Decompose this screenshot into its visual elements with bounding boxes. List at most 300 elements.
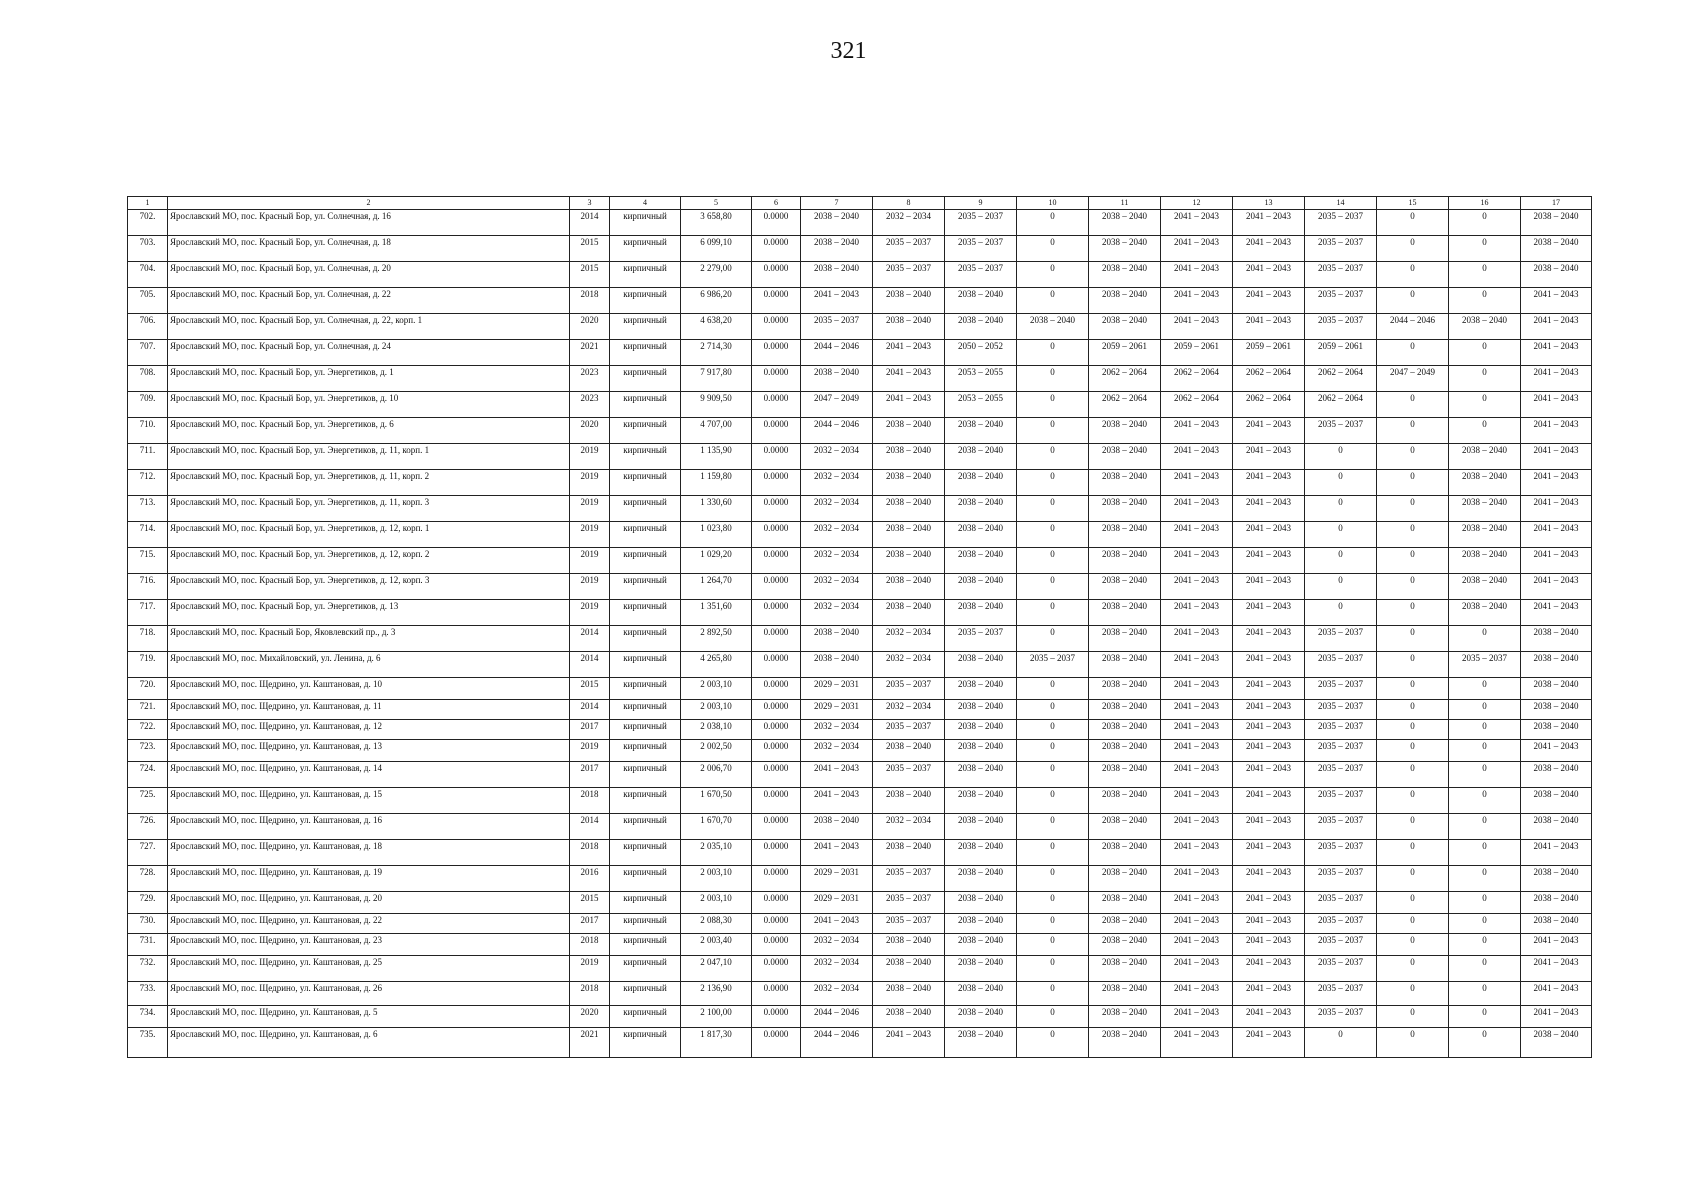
table-cell: 2038 – 2040 — [1089, 548, 1161, 574]
table-cell: 0.0000 — [752, 288, 801, 314]
table-cell: 0 — [1377, 210, 1449, 236]
table-cell: 0 — [1017, 840, 1089, 866]
table-cell: 2021 — [570, 1028, 610, 1058]
table-cell: 2038 – 2040 — [873, 574, 945, 600]
table-cell: кирпичный — [610, 814, 681, 840]
table-cell: 2038 – 2040 — [801, 236, 873, 262]
table-cell: 2029 – 2031 — [801, 866, 873, 892]
table-cell: 2032 – 2034 — [873, 700, 945, 720]
table-cell: 2038 – 2040 — [1089, 678, 1161, 700]
table-cell: 2041 – 2043 — [1521, 600, 1592, 626]
table-cell: 2014 — [570, 626, 610, 652]
table-cell: 0 — [1449, 934, 1521, 956]
table-cell: 0 — [1377, 652, 1449, 678]
table-cell: 2038 – 2040 — [945, 574, 1017, 600]
table-cell: 2038 – 2040 — [1521, 720, 1592, 740]
table-cell: 2038 – 2040 — [1089, 700, 1161, 720]
table-cell: 0.0000 — [752, 210, 801, 236]
table-cell: 0 — [1449, 288, 1521, 314]
row-number-cell: 723. — [128, 740, 168, 762]
address-cell: Ярославский МО, пос. Красный Бор, ул. Солнечная, д. 22, корп. 1 — [168, 314, 570, 340]
table-cell: 2041 – 2043 — [1161, 470, 1233, 496]
table-cell: 2062 – 2064 — [1233, 392, 1305, 418]
table-cell: 0 — [1017, 418, 1089, 444]
table-cell: 0 — [1017, 444, 1089, 470]
table-cell: 2038 – 2040 — [801, 210, 873, 236]
table-cell: 0 — [1305, 600, 1377, 626]
table-cell: 2041 – 2043 — [1233, 914, 1305, 934]
table-cell: 2041 – 2043 — [1161, 866, 1233, 892]
table-cell: 0.0000 — [752, 700, 801, 720]
table-cell: 0 — [1377, 236, 1449, 262]
address-cell: Ярославский МО, пос. Красный Бор, ул. Энергетиков, д. 1 — [168, 366, 570, 392]
table-cell: 2032 – 2034 — [801, 574, 873, 600]
table-cell: 2062 – 2064 — [1161, 366, 1233, 392]
table-cell: 0 — [1449, 720, 1521, 740]
table-cell: 2038 – 2040 — [1449, 496, 1521, 522]
table-cell: 2038 – 2040 — [1449, 314, 1521, 340]
table-cell: 1 670,50 — [681, 788, 752, 814]
table-cell: 2041 – 2043 — [1233, 548, 1305, 574]
row-number-cell: 713. — [128, 496, 168, 522]
address-cell: Ярославский МО, пос. Красный Бор, ул. Энергетиков, д. 11, корп. 3 — [168, 496, 570, 522]
column-header: 14 — [1305, 197, 1377, 210]
table-cell: 2 038,10 — [681, 720, 752, 740]
table-cell: 2062 – 2064 — [1161, 392, 1233, 418]
table-cell: 2038 – 2040 — [945, 548, 1017, 574]
row-number-cell: 735. — [128, 1028, 168, 1058]
table-cell: 2032 – 2034 — [873, 652, 945, 678]
column-header: 1 — [128, 197, 168, 210]
table-cell: 2062 – 2064 — [1089, 392, 1161, 418]
table-cell: 2035 – 2037 — [1305, 914, 1377, 934]
table-cell: 0 — [1017, 340, 1089, 366]
table-cell: 2035 – 2037 — [945, 626, 1017, 652]
table-cell: 0 — [1017, 762, 1089, 788]
address-cell: Ярославский МО, пос. Красный Бор, ул. Энергетиков, д. 11, корп. 1 — [168, 444, 570, 470]
table-cell: 2038 – 2040 — [945, 866, 1017, 892]
table-cell: 2041 – 2043 — [1161, 444, 1233, 470]
table-row — [128, 600, 1592, 626]
table-cell: 2038 – 2040 — [1089, 956, 1161, 982]
address-cell: Ярославский МО, пос. Щедрино, ул. Каштановая, д. 5 — [168, 1006, 570, 1028]
table-cell: 2038 – 2040 — [1521, 678, 1592, 700]
table-cell: кирпичный — [610, 866, 681, 892]
table-cell: 2041 – 2043 — [1161, 314, 1233, 340]
table-cell: кирпичный — [610, 982, 681, 1006]
table-cell: 2014 — [570, 700, 610, 720]
row-number-cell: 711. — [128, 444, 168, 470]
table-cell: 2035 – 2037 — [801, 314, 873, 340]
table-cell: 0 — [1017, 956, 1089, 982]
table-row — [128, 892, 1592, 914]
table-cell: 2038 – 2040 — [1089, 1028, 1161, 1058]
table-cell: 2041 – 2043 — [1161, 496, 1233, 522]
table-cell: 2041 – 2043 — [1233, 762, 1305, 788]
table-cell: 2038 – 2040 — [1089, 1006, 1161, 1028]
table-cell: 2032 – 2034 — [801, 522, 873, 548]
table-cell: 2017 — [570, 762, 610, 788]
table-cell: 0 — [1017, 740, 1089, 762]
table-row — [128, 340, 1592, 366]
table-cell: 0.0000 — [752, 626, 801, 652]
table-cell: 0.0000 — [752, 934, 801, 956]
table-cell: 0 — [1449, 626, 1521, 652]
table-cell: 2038 – 2040 — [1089, 914, 1161, 934]
table-cell: 2041 – 2043 — [873, 366, 945, 392]
table-cell: 2041 – 2043 — [1233, 210, 1305, 236]
table-cell: 0.0000 — [752, 866, 801, 892]
table-cell: 2038 – 2040 — [1017, 314, 1089, 340]
table-cell: кирпичный — [610, 210, 681, 236]
table-cell: 2041 – 2043 — [1233, 700, 1305, 720]
table-cell: 2035 – 2037 — [1305, 262, 1377, 288]
row-number-cell: 707. — [128, 340, 168, 366]
table-cell: 2 006,70 — [681, 762, 752, 788]
table-cell: 2038 – 2040 — [945, 982, 1017, 1006]
table-cell: 0 — [1017, 288, 1089, 314]
table-cell: 2023 — [570, 366, 610, 392]
table-cell: 2041 – 2043 — [1521, 444, 1592, 470]
table-cell: 2 088,30 — [681, 914, 752, 934]
table-cell: 2038 – 2040 — [1521, 652, 1592, 678]
table-cell: 0 — [1017, 392, 1089, 418]
table-cell: 0.0000 — [752, 814, 801, 840]
table-cell: 2035 – 2037 — [1305, 866, 1377, 892]
column-header: 11 — [1089, 197, 1161, 210]
table-cell: 0 — [1449, 1028, 1521, 1058]
table-cell: 2062 – 2064 — [1305, 392, 1377, 418]
column-header: 10 — [1017, 197, 1089, 210]
table-cell: 2038 – 2040 — [945, 814, 1017, 840]
table-cell: 0 — [1017, 210, 1089, 236]
table-row — [128, 982, 1592, 1006]
table-cell: 0 — [1449, 892, 1521, 914]
table-cell: 2041 – 2043 — [1161, 600, 1233, 626]
table-row — [128, 574, 1592, 600]
table-cell: 2041 – 2043 — [1233, 262, 1305, 288]
address-cell: Ярославский МО, пос. Щедрино, ул. Каштановая, д. 16 — [168, 814, 570, 840]
table-cell: 2038 – 2040 — [1521, 210, 1592, 236]
table-cell: кирпичный — [610, 574, 681, 600]
table-cell: 0 — [1377, 470, 1449, 496]
table-row — [128, 392, 1592, 418]
table-cell: 2038 – 2040 — [1521, 788, 1592, 814]
table-cell: 2032 – 2034 — [801, 982, 873, 1006]
table-row — [128, 288, 1592, 314]
table-cell: 2041 – 2043 — [1233, 934, 1305, 956]
table-cell: 2020 — [570, 418, 610, 444]
table-cell: 0.0000 — [752, 720, 801, 740]
table-cell: 2035 – 2037 — [873, 262, 945, 288]
table-cell: кирпичный — [610, 522, 681, 548]
table-cell: 2020 — [570, 1006, 610, 1028]
table-cell: 6 986,20 — [681, 288, 752, 314]
table-cell: 0.0000 — [752, 392, 801, 418]
table-cell: 2032 – 2034 — [801, 444, 873, 470]
table-cell: 0 — [1377, 1028, 1449, 1058]
table-row — [128, 418, 1592, 444]
table-cell: 2032 – 2034 — [801, 470, 873, 496]
table-cell: 2041 – 2043 — [1161, 814, 1233, 840]
table-cell: 0 — [1449, 982, 1521, 1006]
table-cell: кирпичный — [610, 496, 681, 522]
address-cell: Ярославский МО, пос. Щедрино, ул. Каштановая, д. 26 — [168, 982, 570, 1006]
table-cell: 2038 – 2040 — [1521, 762, 1592, 788]
table-cell: 2059 – 2061 — [1161, 340, 1233, 366]
table-cell: 2041 – 2043 — [873, 1028, 945, 1058]
address-cell: Ярославский МО, пос. Щедрино, ул. Каштановая, д. 14 — [168, 762, 570, 788]
table-cell: 2041 – 2043 — [801, 762, 873, 788]
table-cell: 2041 – 2043 — [1161, 236, 1233, 262]
table-cell: 2035 – 2037 — [1017, 652, 1089, 678]
column-header: 12 — [1161, 197, 1233, 210]
address-cell: Ярославский МО, пос. Щедрино, ул. Каштановая, д. 25 — [168, 956, 570, 982]
table-cell: 2041 – 2043 — [1233, 626, 1305, 652]
table-cell: 0.0000 — [752, 678, 801, 700]
table-cell: 2038 – 2040 — [1089, 762, 1161, 788]
address-cell: Ярославский МО, пос. Красный Бор, Яковлевский пр., д. 3 — [168, 626, 570, 652]
table-cell: 0 — [1377, 678, 1449, 700]
table-cell: 2015 — [570, 236, 610, 262]
table-cell: 2017 — [570, 914, 610, 934]
table-cell: 2041 – 2043 — [1233, 470, 1305, 496]
table-row — [128, 314, 1592, 340]
table-cell: 2038 – 2040 — [945, 522, 1017, 548]
table-cell: 2041 – 2043 — [801, 288, 873, 314]
address-cell: Ярославский МО, пос. Красный Бор, ул. Солнечная, д. 16 — [168, 210, 570, 236]
table-cell: 2059 – 2061 — [1305, 340, 1377, 366]
table-cell: 0 — [1017, 574, 1089, 600]
address-cell: Ярославский МО, пос. Щедрино, ул. Каштановая, д. 11 — [168, 700, 570, 720]
table-cell: 2032 – 2034 — [801, 740, 873, 762]
table-cell: кирпичный — [610, 720, 681, 740]
row-number-cell: 708. — [128, 366, 168, 392]
table-cell: 2038 – 2040 — [873, 444, 945, 470]
table-cell: кирпичный — [610, 600, 681, 626]
table-cell: 2035 – 2037 — [945, 210, 1017, 236]
table-cell: кирпичный — [610, 548, 681, 574]
table-cell: 2032 – 2034 — [873, 626, 945, 652]
table-cell: 2041 – 2043 — [1233, 314, 1305, 340]
table-cell: 0.0000 — [752, 522, 801, 548]
table-row — [128, 496, 1592, 522]
table-cell: 0 — [1449, 210, 1521, 236]
table-cell: 2038 – 2040 — [945, 934, 1017, 956]
housing-repair-schedule-table — [127, 196, 1592, 1058]
column-header: 13 — [1233, 197, 1305, 210]
table-cell: 2021 — [570, 340, 610, 366]
column-header: 5 — [681, 197, 752, 210]
table-cell: 2 003,10 — [681, 700, 752, 720]
table-cell: 2019 — [570, 600, 610, 626]
table-cell: 2041 – 2043 — [1233, 522, 1305, 548]
table-row — [128, 700, 1592, 720]
table-cell: 2041 – 2043 — [1521, 548, 1592, 574]
table-cell: 2041 – 2043 — [1521, 470, 1592, 496]
table-cell: 2035 – 2037 — [945, 236, 1017, 262]
table-cell: 2038 – 2040 — [945, 762, 1017, 788]
table-cell: 2032 – 2034 — [801, 600, 873, 626]
table-cell: 2 003,10 — [681, 892, 752, 914]
table-cell: 2038 – 2040 — [1449, 522, 1521, 548]
table-cell: 2035 – 2037 — [1449, 652, 1521, 678]
address-cell: Ярославский МО, пос. Красный Бор, ул. Энергетиков, д. 11, корп. 2 — [168, 470, 570, 496]
table-cell: 2019 — [570, 574, 610, 600]
table-cell: 0.0000 — [752, 548, 801, 574]
address-cell: Ярославский МО, пос. Щедрино, ул. Каштановая, д. 13 — [168, 740, 570, 762]
table-cell: 2041 – 2043 — [1521, 982, 1592, 1006]
table-cell: 0 — [1377, 762, 1449, 788]
table-cell: 2015 — [570, 892, 610, 914]
table-cell: 1 330,60 — [681, 496, 752, 522]
table-cell: 2041 – 2043 — [873, 340, 945, 366]
table-cell: 2041 – 2043 — [1161, 574, 1233, 600]
table-cell: кирпичный — [610, 262, 681, 288]
table-cell: 2038 – 2040 — [1089, 288, 1161, 314]
table-cell: 2041 – 2043 — [1161, 548, 1233, 574]
table-cell: 0.0000 — [752, 236, 801, 262]
table-row — [128, 1028, 1592, 1058]
table-cell: 2018 — [570, 288, 610, 314]
table-cell: 2038 – 2040 — [1089, 600, 1161, 626]
table-cell: 2035 – 2037 — [1305, 840, 1377, 866]
table-cell: 2038 – 2040 — [873, 288, 945, 314]
table-cell: 2015 — [570, 262, 610, 288]
table-cell: 0 — [1449, 914, 1521, 934]
table-cell: 2 003,40 — [681, 934, 752, 956]
table-cell: 2041 – 2043 — [1233, 814, 1305, 840]
table-cell: 2041 – 2043 — [801, 914, 873, 934]
table-cell: 2041 – 2043 — [1233, 652, 1305, 678]
table-cell: 0 — [1449, 956, 1521, 982]
table-cell: кирпичный — [610, 626, 681, 652]
table-cell: 2038 – 2040 — [1089, 740, 1161, 762]
table-cell: 0 — [1449, 366, 1521, 392]
table-cell: 2038 – 2040 — [1449, 444, 1521, 470]
table-cell: 2062 – 2064 — [1233, 366, 1305, 392]
table-cell: 0 — [1017, 236, 1089, 262]
table-cell: 0 — [1017, 470, 1089, 496]
table-cell: 2038 – 2040 — [801, 626, 873, 652]
page-number: 321 — [830, 38, 867, 64]
address-cell: Ярославский МО, пос. Красный Бор, ул. Энергетиков, д. 10 — [168, 392, 570, 418]
table-row — [128, 262, 1592, 288]
table-cell: 2041 – 2043 — [1233, 496, 1305, 522]
address-cell: Ярославский МО, пос. Красный Бор, ул. Солнечная, д. 20 — [168, 262, 570, 288]
address-cell: Ярославский МО, пос. Красный Бор, ул. Энергетиков, д. 13 — [168, 600, 570, 626]
table-cell: 2019 — [570, 496, 610, 522]
table-cell: 2041 – 2043 — [1521, 418, 1592, 444]
table-cell: 2035 – 2037 — [1305, 236, 1377, 262]
table-cell: 2041 – 2043 — [1233, 720, 1305, 740]
table-cell: 0 — [1377, 444, 1449, 470]
table-cell: 2035 – 2037 — [873, 236, 945, 262]
table-row — [128, 652, 1592, 678]
table-cell: 2041 – 2043 — [1161, 1006, 1233, 1028]
table-cell: 2014 — [570, 210, 610, 236]
table-cell: 2035 – 2037 — [945, 262, 1017, 288]
table-cell: 0 — [1377, 892, 1449, 914]
table-cell: 2018 — [570, 982, 610, 1006]
table-row — [128, 866, 1592, 892]
table-cell: 2041 – 2043 — [873, 392, 945, 418]
row-number-cell: 719. — [128, 652, 168, 678]
table-cell: 2041 – 2043 — [1521, 314, 1592, 340]
table-cell: 2041 – 2043 — [1233, 600, 1305, 626]
table-cell: 0 — [1449, 788, 1521, 814]
table-cell: 2038 – 2040 — [873, 934, 945, 956]
table-cell: 2050 – 2052 — [945, 340, 1017, 366]
address-cell: Ярославский МО, пос. Красный Бор, ул. Солнечная, д. 22 — [168, 288, 570, 314]
table-cell: 2044 – 2046 — [801, 340, 873, 366]
table-cell: 0.0000 — [752, 840, 801, 866]
table-row — [128, 678, 1592, 700]
table-cell: 2 047,10 — [681, 956, 752, 982]
table-cell: 2035 – 2037 — [1305, 788, 1377, 814]
table-row — [128, 444, 1592, 470]
table-cell: 2019 — [570, 470, 610, 496]
table-cell: 2038 – 2040 — [945, 720, 1017, 740]
table-cell: 2038 – 2040 — [1449, 548, 1521, 574]
row-number-cell: 728. — [128, 866, 168, 892]
table-cell: 2041 – 2043 — [1521, 340, 1592, 366]
table-cell: 0 — [1017, 1006, 1089, 1028]
table-cell: 2038 – 2040 — [801, 366, 873, 392]
table-cell: 2044 – 2046 — [1377, 314, 1449, 340]
table-cell: 2015 — [570, 678, 610, 700]
table-cell: 2041 – 2043 — [1233, 418, 1305, 444]
table-cell: 2038 – 2040 — [1449, 574, 1521, 600]
table-cell: 2038 – 2040 — [1521, 914, 1592, 934]
table-cell: 0.0000 — [752, 600, 801, 626]
table-cell: 0 — [1449, 740, 1521, 762]
table-cell: 2 002,50 — [681, 740, 752, 762]
table-cell: 2035 – 2037 — [873, 866, 945, 892]
table-cell: 0 — [1449, 1006, 1521, 1028]
table-cell: 2041 – 2043 — [1161, 288, 1233, 314]
table-cell: 2041 – 2043 — [1521, 956, 1592, 982]
table-row — [128, 934, 1592, 956]
table-cell: 2038 – 2040 — [945, 892, 1017, 914]
table-cell: 0 — [1377, 866, 1449, 892]
table-cell: 2038 – 2040 — [1089, 314, 1161, 340]
table-cell: 2014 — [570, 814, 610, 840]
table-cell: 1 023,80 — [681, 522, 752, 548]
table-cell: 0.0000 — [752, 574, 801, 600]
address-cell: Ярославский МО, пос. Щедрино, ул. Каштановая, д. 18 — [168, 840, 570, 866]
table-cell: 2053 – 2055 — [945, 392, 1017, 418]
table-cell: 2038 – 2040 — [945, 496, 1017, 522]
table-cell: 2041 – 2043 — [801, 788, 873, 814]
table-cell: 0 — [1305, 574, 1377, 600]
table-cell: 0 — [1017, 700, 1089, 720]
table-row — [128, 720, 1592, 740]
table-cell: 2018 — [570, 840, 610, 866]
table-cell: 2038 – 2040 — [945, 740, 1017, 762]
table-cell: 2020 — [570, 314, 610, 340]
table-cell: 0.0000 — [752, 762, 801, 788]
table-cell: 2038 – 2040 — [1089, 934, 1161, 956]
table-cell: 2038 – 2040 — [945, 678, 1017, 700]
column-header: 15 — [1377, 197, 1449, 210]
table-cell: 2038 – 2040 — [1521, 626, 1592, 652]
table-cell: 2041 – 2043 — [1521, 1006, 1592, 1028]
table-cell: 0 — [1017, 982, 1089, 1006]
table-cell: 0 — [1305, 496, 1377, 522]
table-cell: 2038 – 2040 — [1521, 700, 1592, 720]
table-cell: 2038 – 2040 — [873, 740, 945, 762]
